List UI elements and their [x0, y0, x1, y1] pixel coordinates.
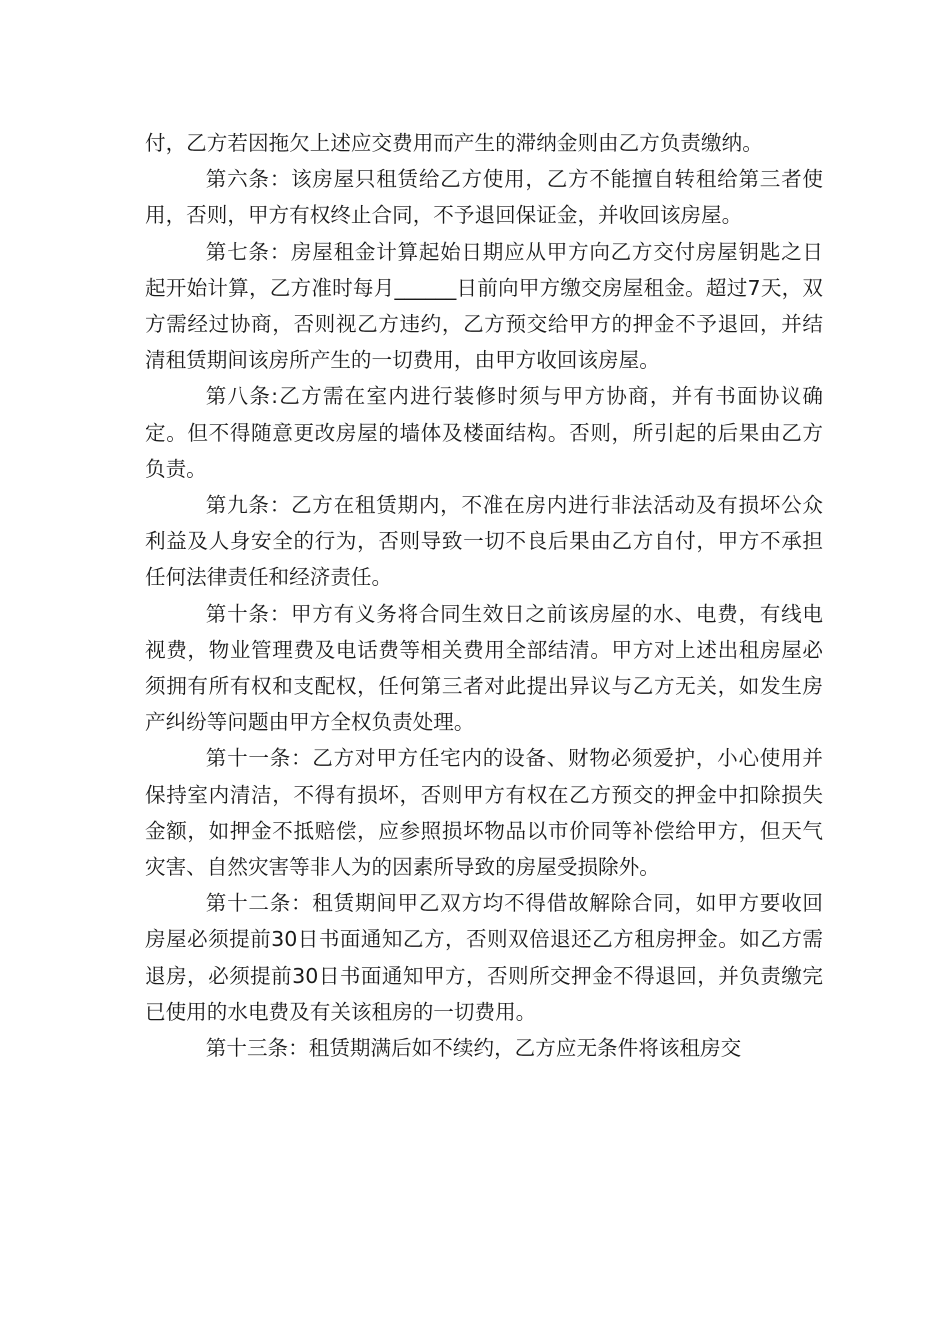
clause-8: 第八条:乙方需在室内进行装修时须与甲方协商，并有书面协议确定。但不得随意更改房屋的墙体及楼面结构。否则，所引起的后果由乙方负责。 [145, 384, 823, 481]
document-body [145, 125, 823, 1066]
clause-12: 第十二条：租赁期间甲乙双方均不得借故解除合同，如甲方要收回房屋必须提前30日书面通知乙方，否则双倍退还乙方租房押金。如乙方需退房，必须提前30日书面通知甲方，否则所交押金不得退回，并负责缴完已使用的水电费及有关该租房的一切费用。 [145, 891, 823, 1024]
paragraph-continuation: 付，乙方若因拖欠上述应交费用而产生的滞纳金则由乙方负责缴纳。 [145, 131, 763, 155]
clause-10: 第十条：甲方有义务将合同生效日之前该房屋的水、电费，有线电视费，物业管理费及电话费等相关费用全部结清。甲方对上述出租房屋必须拥有所有权和支配权，任何第三者对此提出异议与乙方无关，如发生房产纠纷等问题由甲方全权负责处理。 [145, 601, 823, 735]
clause-6: 第六条：该房屋只租赁给乙方使用，乙方不能擅自转租给第三者使用，否则，甲方有权终止合同，不予退回保证金，并收回该房屋。 [145, 167, 823, 228]
clause-13: 第十三条：租赁期满后如不续约，乙方应无条件将该租房交 [205, 1036, 742, 1061]
clause-9: 第九条：乙方在租赁期内，不准在房内进行非法活动及有损坏公众利益及人身安全的行为，否则导致一切不良后果由乙方自付，甲方不承担任何法律责任和经济责任。 [145, 493, 823, 590]
clause-11: 第十一条：乙方对甲方任宅内的设备、财物必须爱护，小心使用并保持室内清洁，不得有损坏，否则甲方有权在乙方预交的押金中扣除损失金额，如押金不抵赔偿，应参照损坏物品以市价同等补偿给甲方，但天气灾害、自然灾害等非人为的因素所导致的房屋受损除外。 [145, 746, 823, 880]
clause-7: 第七条：房屋租金计算起始日期应从甲方向乙方交付房屋钥匙之日起开始计算，乙方准时每月______日前向甲方缴交房屋租金。超过7天，双方需经过协商，否则视乙方违约，乙方预交给甲方的押金不予退回，并结清租赁期间该房所产生的一切费用，由甲方收回该房屋。 [145, 239, 823, 373]
